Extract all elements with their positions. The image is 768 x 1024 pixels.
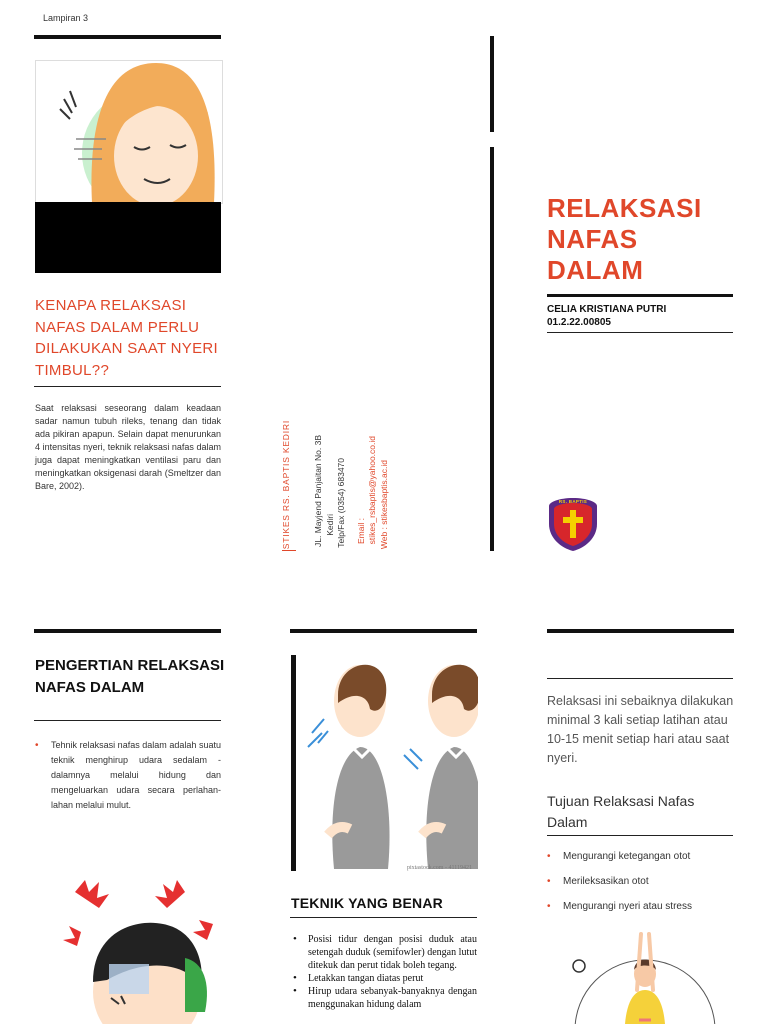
author-id: 01.2.22.00805	[547, 317, 611, 328]
black-image-block	[35, 202, 221, 273]
tujuan-top-rule	[547, 629, 734, 633]
breathing-illustration	[298, 655, 478, 873]
email-label: Email :	[356, 518, 366, 544]
address-line2: Kediri	[325, 514, 335, 536]
tujuan-list	[547, 851, 733, 913]
pengertian-heading: PENGERTIAN RELAKSASI NAFAS DALAM	[35, 657, 225, 696]
why-heading: KENAPA RELAKSASI NAFAS DALAM PERLU DILAKUKAN SAAT NYERI TIMBUL??	[35, 297, 218, 379]
top-rule	[34, 35, 221, 39]
teknik-item: • Hirup udara sebanyak-banyaknya dengan menggunakan hidung dalam	[291, 985, 477, 1011]
cover-title	[547, 193, 702, 286]
tujuan-item: • Merileksasikan otot	[547, 876, 733, 888]
teknik-item: • Posisi tidur dengan posisi duduk atau setengah duduk (semifowler) dengan lutut ditekuk dan perut tidak boleh tegang.	[291, 933, 477, 972]
cover-rule	[547, 294, 733, 297]
headache-illustration	[35, 862, 221, 1024]
teknik-top-rule	[290, 629, 477, 633]
yoga-illustration	[565, 930, 725, 1024]
institution-vertical: STIKES RS. BAPTIS KEDIRI	[281, 420, 291, 550]
teknik-item: • Letakkan tangan diatas perut	[291, 972, 477, 985]
tujuan-heading: Tujuan Relaksasi Nafas Dalam	[547, 793, 695, 830]
tujuan-item: • Mengurangi ketegangan otot	[547, 851, 733, 863]
teknik-heading: TEKNIK YANG BENAR	[291, 895, 443, 911]
teknik-divider	[290, 917, 477, 918]
lampiran-label: Lampiran 3	[43, 13, 89, 23]
author-name: CELIA KRISTIANA PUTRI	[547, 304, 667, 315]
why-body: Saat relaksasi seseorang dalam keadaan sadar namun tubuh rileks, tenang dan tidak ada pikiran apapun. Selain dapat menurunkan 4 intensitas nyeri, teknik relaksasi nafas dalam juga dapat meningkatkan ventilasi paru dan meningkatkan oksigenasi darah (Smeltzer dan Bare, 2002).	[35, 403, 221, 491]
vertical-bar-top	[490, 36, 494, 132]
teknik-image-bar	[291, 655, 296, 871]
teknik-list	[291, 933, 477, 1011]
email-link[interactable]: stikes_rsbaptis@yahoo.co.id	[367, 436, 377, 545]
cover-title-line3: DALAM	[547, 255, 644, 285]
pengertian-top-rule	[34, 629, 221, 633]
vertical-bar-bottom	[490, 147, 494, 551]
author-block	[547, 303, 666, 329]
institution-underline	[282, 550, 296, 551]
tujuan-item: • Mengurangi nyeri atau stress	[547, 901, 733, 913]
web-link[interactable]: Web : stikesbaptis.ac.id	[379, 460, 389, 550]
pengertian-divider	[34, 720, 221, 721]
why-divider	[34, 386, 221, 387]
author-divider	[547, 332, 733, 333]
cover-title-line1: RELAKSASI	[547, 193, 702, 223]
cover-title-line2: NAFAS	[547, 224, 638, 254]
relaxed-woman-illustration	[35, 60, 223, 204]
tujuan-top-divider	[547, 678, 733, 679]
rs-baptis-logo	[547, 496, 599, 552]
address-line1: JL. Mayjend Panjaitan No. 3B	[313, 435, 323, 547]
image-watermark: pixtastock.com - 41119421	[406, 865, 472, 871]
pengertian-list	[35, 738, 221, 813]
frequency-note: Relaksasi ini sebaiknya dilakukan minimal 3 kali setiap latihan atau 10-15 menit setiap hari atau saat nyeri.	[547, 694, 734, 765]
tujuan-divider	[547, 835, 733, 836]
phone-text: Telp/Fax (0354) 683470	[336, 458, 346, 548]
logo-text: RS. BAPTIS	[558, 499, 588, 504]
pengertian-item: • Tehnik relaksasi nafas dalam adalah suatu teknik menghirup udara sedalam - dalamnya melalui hidung dan mengeluarkan udara secara perlahan-lahan melalui mulut.	[35, 738, 221, 813]
